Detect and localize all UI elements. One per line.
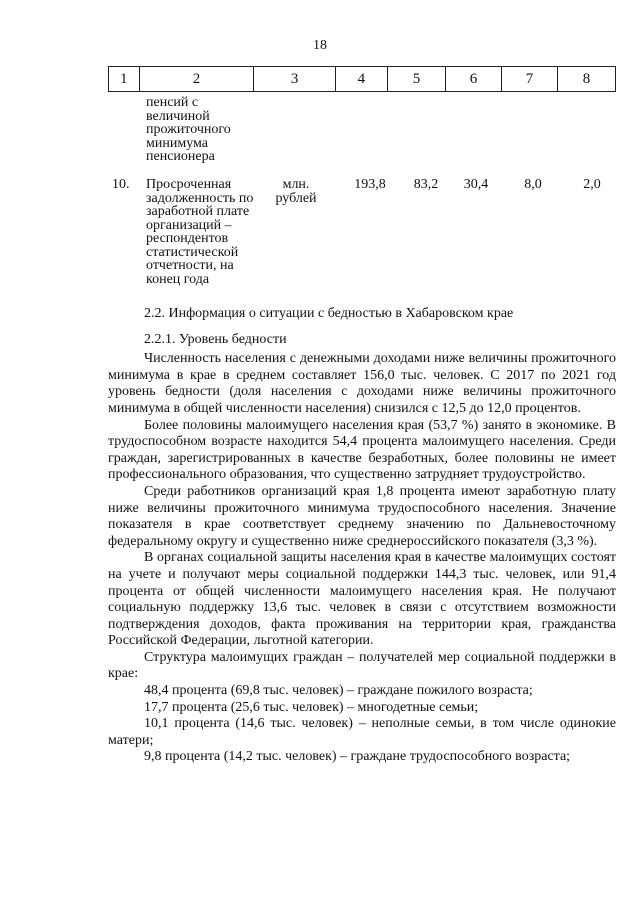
value-cell: 2,0 <box>583 177 601 192</box>
paragraph: Более половины малоимущего населения края (53,7 %) занято в экономике. В трудоспособном возрасте находится 54,4 процента малоимущего населения. Среди граждан, зарегистрированных в качестве безработных, более половины не имеет профессионального образования, что существенно затрудняет трудоустройство. <box>108 417 616 483</box>
section-heading: 2.2. Информация о ситуации с бедностью в Хабаровском крае <box>144 306 514 321</box>
continued-row-text: пенсий с величиной прожиточного минимума пенсионера <box>146 95 231 164</box>
col-header-5: 5 <box>387 67 445 92</box>
col-header-2: 2 <box>139 67 254 92</box>
value-cell: 193,8 <box>354 177 386 192</box>
paragraph: Численность населения с денежными доходами ниже величины прожиточного минимума в крае в среднем составляет 156,0 тыс. человек. С 2017 по 2021 год уровень бедности (доля населения с доходами ниже величины прожиточного минимума в общей численности населения) снизился с 12,5 до 12,0 процентов. <box>108 351 616 416</box>
table-header <box>108 66 616 92</box>
body-text <box>108 306 616 766</box>
col-header-3: 3 <box>254 67 336 92</box>
col-header-1: 1 <box>109 67 140 92</box>
page-number: 18 <box>313 38 327 53</box>
value-cell: 8,0 <box>524 177 542 192</box>
subsection-heading: 2.2.1. Уровень бедности <box>144 331 287 347</box>
value-cell: 30,4 <box>463 177 489 192</box>
unit-cell: млн. рублей <box>275 177 317 206</box>
col-header-7: 7 <box>501 67 557 92</box>
value-cell: 83,2 <box>413 177 439 192</box>
col-header-6: 6 <box>445 67 501 92</box>
list-item: 9,8 процента (14,2 тыс. человек) – граждане трудоспособного возраста; <box>144 749 571 765</box>
list-item: 48,4 процента (69,8 тыс. человек) – граждане пожилого возраста; <box>144 683 533 699</box>
row-number: 10. <box>112 177 130 192</box>
indicator-name: Просроченная задолженность по заработной плате организаций – респондентов статистической отчетности, на конец года <box>146 177 254 287</box>
list-item: 10,1 процента (14,6 тыс. человек) – неполные семьи, в том числе одинокие матери; <box>108 716 616 748</box>
paragraph: Среди работников организаций края 1,8 процента имеют заработную плату ниже величины прожиточного минимума трудоспособного населения. Значение показателя в крае соответствует среднему значению по Дальневосточному федеральному округу и существенно ниже среднероссийского показателя (3,3 %). <box>108 483 616 549</box>
paragraph: Структура малоимущих граждан – получателей мер социальной поддержки в крае: <box>108 649 616 682</box>
col-header-4: 4 <box>335 67 387 92</box>
list-item: 17,7 процента (25,6 тыс. человек) – многодетные семьи; <box>144 699 479 715</box>
col-header-8: 8 <box>557 67 615 92</box>
paragraph: В органах социальной защиты населения края в качестве малоимущих состоят на учете и получают меры социальной поддержки 144,3 тыс. человек, или 91,4 процента от общей численности малоимущего населения края. Не получают социальную поддержку 13,6 тыс. человек в связи с отсутствием возможности подтверждения доходов, факта проживания на территории края, гражданства Российской Федерации, льготной категории. <box>108 550 616 649</box>
